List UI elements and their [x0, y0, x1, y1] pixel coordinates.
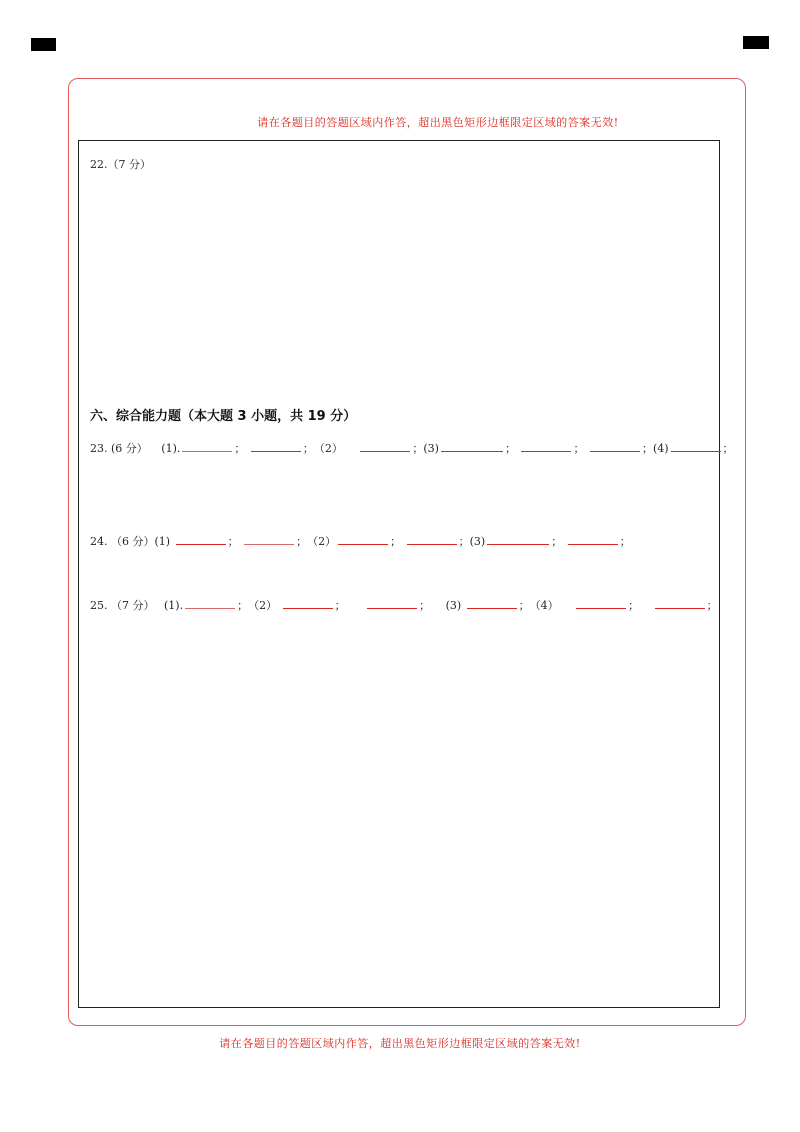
q24-sep: ； — [551, 535, 563, 548]
q23-part4-label: (4) — [652, 442, 669, 455]
q23-part2-label: （2） — [313, 442, 343, 455]
q24-part3-label: (3) — [469, 535, 486, 548]
question-25-row — [90, 597, 718, 613]
q25-sep: ； — [706, 599, 718, 612]
q24-sep: ； — [227, 535, 239, 548]
alignment-marker-left — [31, 38, 56, 51]
q25-blank-1[interactable] — [185, 608, 235, 609]
q24-part1-label: (1) — [154, 535, 171, 548]
question-23-row — [90, 440, 734, 456]
q23-blank-5[interactable] — [521, 451, 571, 452]
alignment-marker-right — [743, 36, 769, 49]
q23-label: 23. (6 分） — [90, 442, 148, 455]
q25-sep: ； — [518, 599, 530, 612]
notice-top: 请在各题目的答题区域内作答，超出黑色矩形边框限定区域的答案无效! — [257, 116, 619, 129]
q23-blank-4[interactable] — [441, 451, 503, 452]
q24-blank-1[interactable] — [176, 544, 226, 545]
q23-sep: ； — [302, 442, 314, 455]
notice-bottom: 请在各题目的答题区域内作答，超出黑色矩形边框限定区域的答案无效! — [219, 1037, 581, 1050]
q23-sep: ； — [573, 442, 585, 455]
answer-box — [78, 140, 720, 1008]
q23-blank-1[interactable] — [182, 451, 232, 452]
q25-part4-label: （4） — [529, 599, 559, 612]
q23-blank-2[interactable] — [251, 451, 301, 452]
q23-sep: ； — [412, 442, 424, 455]
q23-sep: ； — [234, 442, 246, 455]
q25-label: 25. （7 分） — [90, 599, 155, 612]
q25-sep: ； — [334, 599, 346, 612]
question-24-row — [90, 533, 631, 549]
q23-blank-6[interactable] — [590, 451, 640, 452]
q23-sep: ； — [504, 442, 516, 455]
q23-part3-label: (3) — [423, 442, 439, 455]
q25-part2-label: （2） — [248, 599, 278, 612]
q25-part1-label: (1). — [164, 599, 184, 612]
q25-blank-5[interactable] — [576, 608, 626, 609]
q25-blank-3[interactable] — [367, 608, 417, 609]
section-6-title: 六、综合能力题（本大题 3 小题，共 19 分） — [90, 409, 357, 424]
q23-blank-3[interactable] — [360, 451, 410, 452]
q23-part1-label: (1). — [161, 442, 181, 455]
q25-blank-2[interactable] — [283, 608, 333, 609]
q25-part3-label: (3) — [445, 599, 462, 612]
q24-blank-6[interactable] — [568, 544, 618, 545]
question-22-label: 22.（7 分） — [90, 158, 151, 171]
q25-sep: ； — [628, 599, 640, 612]
q24-blank-3[interactable] — [338, 544, 388, 545]
q25-blank-6[interactable] — [655, 608, 705, 609]
q25-blank-4[interactable] — [467, 608, 517, 609]
q24-part2-label: （2） — [307, 535, 337, 548]
q24-blank-5[interactable] — [487, 544, 549, 545]
q23-blank-7[interactable] — [671, 451, 721, 452]
q25-sep: ； — [419, 599, 431, 612]
q24-sep: ； — [458, 535, 470, 548]
q23-sep: ； — [641, 442, 653, 455]
q23-sep: ； — [722, 442, 734, 455]
q24-sep: ； — [296, 535, 308, 548]
q24-label: 24. （6 分） — [90, 535, 155, 548]
q24-sep: ； — [619, 535, 631, 548]
q25-sep: ； — [237, 599, 249, 612]
q24-sep: ； — [390, 535, 402, 548]
q24-blank-2[interactable] — [244, 544, 294, 545]
q24-blank-4[interactable] — [407, 544, 457, 545]
